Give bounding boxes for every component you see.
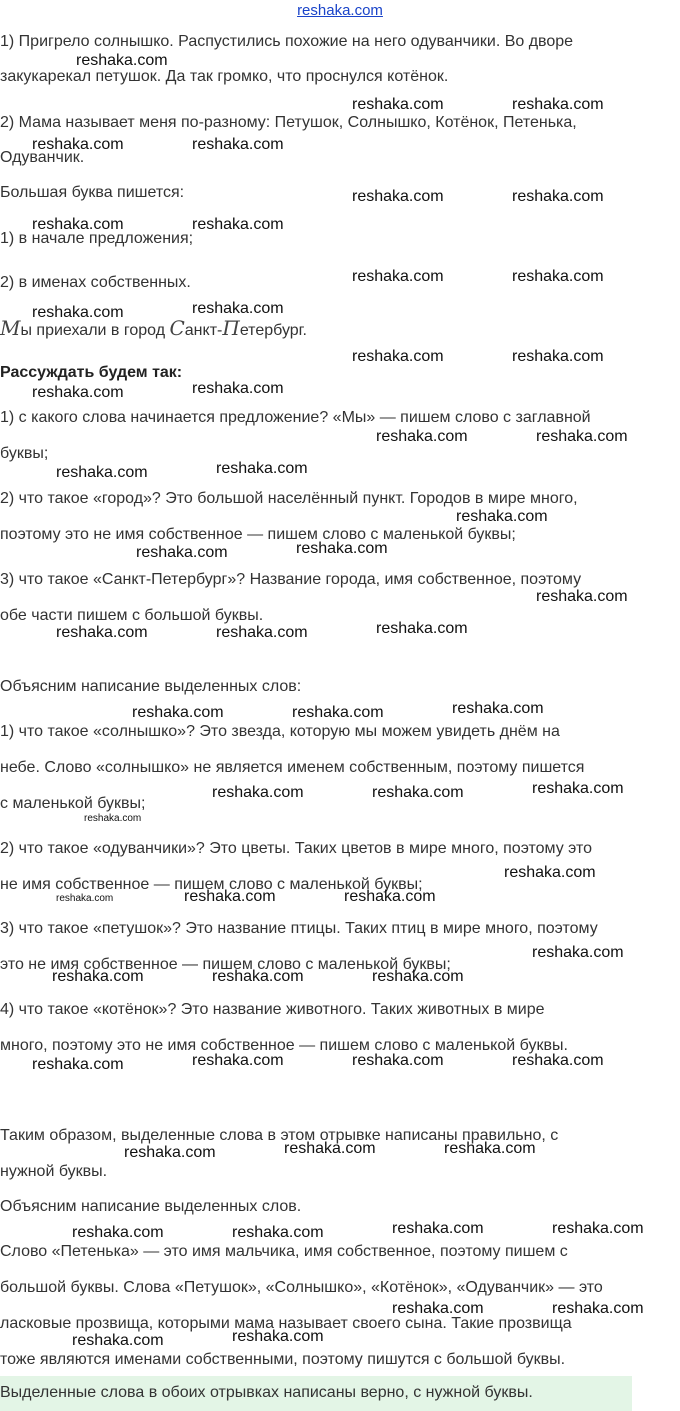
- drop-letter: С: [169, 316, 185, 340]
- watermark: reshaka.com: [192, 136, 284, 153]
- text-line: 1) что такое «солнышко»? Это звезда, которую мы можем увидеть днём на: [0, 723, 560, 740]
- text-line: 3) что такое «Санкт-Петербург»? Название города, имя собственное, поэтому: [0, 571, 582, 588]
- text-line: Объясним написание выделенных слов.: [0, 1198, 302, 1215]
- watermark: reshaka.com: [52, 968, 144, 985]
- watermark: reshaka.com: [216, 624, 308, 641]
- watermark: reshaka.com: [512, 1052, 604, 1069]
- text-line: Таким образом, выделенные слова в этом отрывке написаны правильно, с: [0, 1127, 559, 1144]
- text-line: 2) в именах собственных.: [0, 274, 191, 291]
- text-line: 4) что такое «котёнок»? Это название животного. Таких животных в мире: [0, 1001, 545, 1018]
- watermark: reshaka.com: [72, 1224, 164, 1241]
- watermark: reshaka.com: [192, 300, 284, 317]
- text-line: Объясним написание выделенных слов:: [0, 678, 302, 695]
- text-line: Большая буква пишется:: [0, 184, 185, 201]
- watermark: reshaka.com: [444, 1140, 536, 1157]
- watermark: reshaka.com: [512, 96, 604, 113]
- text-line: 1) с какого слова начинается предложение? «Мы» — пишем слово с заглавной: [0, 409, 591, 426]
- watermark: reshaka.com: [212, 784, 304, 801]
- site-link[interactable]: reshaka.com: [297, 2, 383, 19]
- watermark: reshaka.com: [56, 464, 148, 481]
- watermark: reshaka.com: [32, 216, 124, 233]
- watermark: reshaka.com: [532, 944, 624, 961]
- watermark: reshaka.com: [344, 888, 436, 905]
- text-line: обе части пишем с большой буквы.: [0, 607, 264, 624]
- watermark: reshaka.com: [192, 380, 284, 397]
- watermark: reshaka.com: [532, 780, 624, 797]
- watermark: reshaka.com: [352, 268, 444, 285]
- text-line: закукарекал петушок. Да так громко, что проснулся котёнок.: [0, 68, 449, 85]
- text-line: 1) в начале предложения;: [0, 230, 194, 247]
- watermark: reshaka.com: [512, 188, 604, 205]
- watermark: reshaka.com: [216, 460, 308, 477]
- text-line-with-drop-letters: Мы приехали в город Санкт-Петербург.: [0, 316, 307, 340]
- text-line: не имя собственное — пишем слово с маленькой буквы;: [0, 876, 423, 893]
- watermark: reshaka.com: [552, 1220, 644, 1237]
- watermark: reshaka.com: [352, 1052, 444, 1069]
- text-line: с маленькой буквы;: [0, 795, 146, 812]
- watermark: reshaka.com: [504, 864, 596, 881]
- watermark: reshaka.com: [232, 1224, 324, 1241]
- text-line: Слово «Петенька» — это имя мальчика, имя собственное, поэтому пишем с: [0, 1243, 568, 1260]
- watermark: reshaka.com: [292, 704, 384, 721]
- watermark: reshaka.com: [32, 304, 124, 321]
- watermark: reshaka.com: [232, 1328, 324, 1345]
- section-heading: Рассуждать будем так:: [0, 364, 183, 381]
- watermark: reshaka.com: [56, 893, 114, 904]
- watermark: reshaka.com: [32, 136, 124, 153]
- text-line: большой буквы. Слова «Петушок», «Солнышко», «Котёнок», «Одуванчик» — это: [0, 1279, 603, 1296]
- watermark: reshaka.com: [32, 1056, 124, 1073]
- watermark: reshaka.com: [352, 96, 444, 113]
- watermark: reshaka.com: [536, 588, 628, 605]
- watermark: reshaka.com: [452, 700, 544, 717]
- text-line: ласковые прозвища, которыми мама называет своего сына. Такие прозвища: [0, 1315, 572, 1332]
- watermark: reshaka.com: [376, 620, 468, 637]
- watermark: reshaka.com: [76, 52, 168, 69]
- text-line: поэтому это не имя собственное — пишем слово с маленькой буквы;: [0, 526, 516, 543]
- watermark: reshaka.com: [32, 384, 124, 401]
- text-line: Одуванчик.: [0, 149, 85, 166]
- watermark: reshaka.com: [136, 544, 228, 561]
- watermark: reshaka.com: [372, 968, 464, 985]
- watermark: reshaka.com: [72, 1332, 164, 1349]
- watermark: reshaka.com: [352, 348, 444, 365]
- conclusion-text: Выделенные слова в обоих отрывках написаны верно, с нужной буквы.: [0, 1384, 533, 1401]
- watermark: reshaka.com: [124, 1144, 216, 1161]
- watermark: reshaka.com: [212, 968, 304, 985]
- watermark: reshaka.com: [392, 1220, 484, 1237]
- watermark: reshaka.com: [56, 624, 148, 641]
- text-line: 1) Пригрело солнышко. Распустились похожие на него одуванчики. Во дворе: [0, 33, 574, 50]
- watermark: reshaka.com: [392, 1300, 484, 1317]
- text-line: буквы;: [0, 445, 49, 462]
- watermark: reshaka.com: [512, 348, 604, 365]
- watermark: reshaka.com: [512, 268, 604, 285]
- watermark: reshaka.com: [552, 1300, 644, 1317]
- watermark: reshaka.com: [192, 216, 284, 233]
- watermark: reshaka.com: [536, 428, 628, 445]
- drop-letter: П: [222, 316, 240, 340]
- watermark: reshaka.com: [376, 428, 468, 445]
- watermark: reshaka.com: [284, 1140, 376, 1157]
- text-line: нужной буквы.: [0, 1163, 108, 1180]
- watermark: reshaka.com: [352, 188, 444, 205]
- text-line: 3) что такое «петушок»? Это название птицы. Таких птиц в мире много, поэтому: [0, 920, 598, 937]
- watermark: reshaka.com: [456, 508, 548, 525]
- drop-letter: М: [0, 316, 21, 340]
- watermark: reshaka.com: [296, 540, 388, 557]
- text-line: 2) что такое «одуванчики»? Это цветы. Таких цветов в мире много, поэтому это: [0, 840, 593, 857]
- text-line: много, поэтому это не имя собственное — пишем слово с маленькой буквы.: [0, 1037, 568, 1054]
- text-line: 2) Мама называет меня по-разному: Петушок, Солнышко, Котёнок, Петенька,: [0, 114, 577, 131]
- watermark: reshaka.com: [372, 784, 464, 801]
- watermark: reshaka.com: [132, 704, 224, 721]
- watermark: reshaka.com: [184, 888, 276, 905]
- watermark: reshaka.com: [192, 1052, 284, 1069]
- watermark: reshaka.com: [84, 813, 142, 824]
- text-line: небе. Слово «солнышко» не является именем собственным, поэтому пишется: [0, 759, 585, 776]
- text-line: тоже являются именами собственными, поэтому пишутся с большой буквы.: [0, 1351, 566, 1368]
- text-line: 2) что такое «город»? Это большой населённый пункт. Городов в мире много,: [0, 490, 578, 507]
- text-line: это не имя собственное — пишем слово с маленькой буквы;: [0, 956, 451, 973]
